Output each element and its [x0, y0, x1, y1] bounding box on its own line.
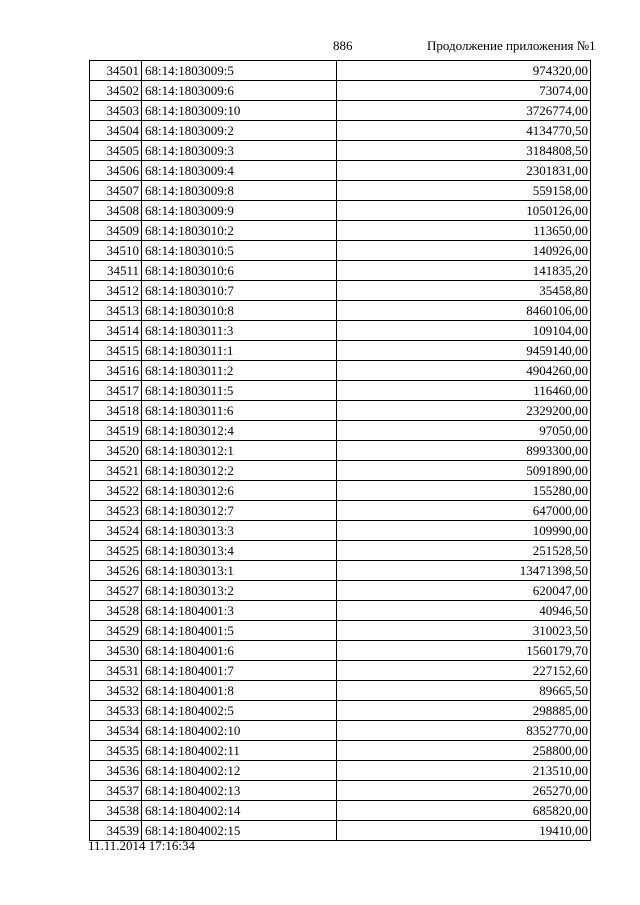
- table-row: [90, 561, 591, 581]
- cadastral-number: 68:14:1803011:5: [142, 381, 337, 401]
- cadastral-value: 4904260,00: [337, 361, 591, 381]
- cadastral-value: 97050,00: [337, 421, 591, 441]
- table-row: [90, 401, 591, 421]
- cadastral-number: 68:14:1803010:2: [142, 221, 337, 241]
- cadastral-number: 68:14:1804002:12: [142, 761, 337, 781]
- table-row: [90, 341, 591, 361]
- cadastral-value: 40946,50: [337, 601, 591, 621]
- cadastral-value: 213510,00: [337, 761, 591, 781]
- cadastral-value: 685820,00: [337, 801, 591, 821]
- cadastral-value: 2301831,00: [337, 161, 591, 181]
- cadastral-number: 68:14:1803011:3: [142, 321, 337, 341]
- cadastral-number: 68:14:1803009:10: [142, 101, 337, 121]
- cadastral-number: 68:14:1804002:13: [142, 781, 337, 801]
- cadastral-number: 68:14:1803013:1: [142, 561, 337, 581]
- table-row: [90, 201, 591, 221]
- cadastral-value: 113650,00: [337, 221, 591, 241]
- cadastral-number: 68:14:1804001:8: [142, 681, 337, 701]
- table-row: [90, 261, 591, 281]
- row-number: 34534: [90, 721, 142, 741]
- cadastral-value: 4134770,50: [337, 121, 591, 141]
- table-row: [90, 141, 591, 161]
- cadastral-value: 3184808,50: [337, 141, 591, 161]
- table-row: [90, 81, 591, 101]
- page-number: 886: [333, 38, 353, 53]
- table-row: [90, 601, 591, 621]
- table-row: [90, 781, 591, 801]
- cadastral-number: 68:14:1803013:3: [142, 521, 337, 541]
- cadastral-value: 559158,00: [337, 181, 591, 201]
- cadastral-value: 155280,00: [337, 481, 591, 501]
- cadastral-number: 68:14:1803009:4: [142, 161, 337, 181]
- cadastral-value: 227152,60: [337, 661, 591, 681]
- cadastral-value: 647000,00: [337, 501, 591, 521]
- table-row: [90, 641, 591, 661]
- table-row: [90, 321, 591, 341]
- row-number: 34510: [90, 241, 142, 261]
- row-number: 34511: [90, 261, 142, 281]
- cadastral-number: 68:14:1803013:4: [142, 541, 337, 561]
- cadastral-number: 68:14:1803012:4: [142, 421, 337, 441]
- cadastral-number: 68:14:1803009:5: [142, 61, 337, 81]
- cadastral-number: 68:14:1803013:2: [142, 581, 337, 601]
- cadastral-number: 68:14:1803011:6: [142, 401, 337, 421]
- cadastral-number: 68:14:1803010:8: [142, 301, 337, 321]
- cadastral-value: 13471398,50: [337, 561, 591, 581]
- row-number: 34504: [90, 121, 142, 141]
- row-number: 34507: [90, 181, 142, 201]
- cadastral-number: 68:14:1803009:2: [142, 121, 337, 141]
- table-row: [90, 61, 591, 81]
- cadastral-number: 68:14:1803012:2: [142, 461, 337, 481]
- cadastral-value: 8460106,00: [337, 301, 591, 321]
- cadastral-number: 68:14:1803010:5: [142, 241, 337, 261]
- cadastral-value: 974320,00: [337, 61, 591, 81]
- table-body: [90, 61, 591, 841]
- cadastral-value: 19410,00: [337, 821, 591, 841]
- cadastral-value: 9459140,00: [337, 341, 591, 361]
- table-row: [90, 241, 591, 261]
- row-number: 34525: [90, 541, 142, 561]
- table-row: [90, 121, 591, 141]
- cadastral-value: 140926,00: [337, 241, 591, 261]
- cadastral-value: 1050126,00: [337, 201, 591, 221]
- cadastral-value: 298885,00: [337, 701, 591, 721]
- cadastral-number: 68:14:1803009:3: [142, 141, 337, 161]
- cadastral-value: 3726774,00: [337, 101, 591, 121]
- table-row: [90, 381, 591, 401]
- cadastral-value: 251528,50: [337, 541, 591, 561]
- cadastral-number: 68:14:1804001:7: [142, 661, 337, 681]
- row-number: 34524: [90, 521, 142, 541]
- table-row: [90, 741, 591, 761]
- cadastral-number: 68:14:1803010:6: [142, 261, 337, 281]
- cadastral-number: 68:14:1803010:7: [142, 281, 337, 301]
- row-number: 34523: [90, 501, 142, 521]
- cadastral-number: 68:14:1803012:6: [142, 481, 337, 501]
- table-row: [90, 461, 591, 481]
- row-number: 34531: [90, 661, 142, 681]
- table-row: [90, 481, 591, 501]
- row-number: 34501: [90, 61, 142, 81]
- row-number: 34514: [90, 321, 142, 341]
- row-number: 34503: [90, 101, 142, 121]
- row-number: 34521: [90, 461, 142, 481]
- table-row: [90, 721, 591, 741]
- table-row: [90, 501, 591, 521]
- table-row: [90, 441, 591, 461]
- page-header: [0, 38, 640, 58]
- cadastral-value: 35458,80: [337, 281, 591, 301]
- cadastral-number: 68:14:1803011:2: [142, 361, 337, 381]
- table-row: [90, 541, 591, 561]
- row-number: 34508: [90, 201, 142, 221]
- table-row: [90, 801, 591, 821]
- row-number: 34526: [90, 561, 142, 581]
- table-row: [90, 181, 591, 201]
- table-row: [90, 761, 591, 781]
- table-row: [90, 221, 591, 241]
- row-number: 34506: [90, 161, 142, 181]
- table-row: [90, 281, 591, 301]
- table-row: [90, 421, 591, 441]
- row-number: 34522: [90, 481, 142, 501]
- cadastral-number: 68:14:1803012:7: [142, 501, 337, 521]
- cadastral-number: 68:14:1804001:6: [142, 641, 337, 661]
- cadastral-value: 141835,20: [337, 261, 591, 281]
- cadastral-value: 73074,00: [337, 81, 591, 101]
- cadastral-value: 116460,00: [337, 381, 591, 401]
- cadastral-number: 68:14:1803012:1: [142, 441, 337, 461]
- table-row: [90, 661, 591, 681]
- table-row: [90, 521, 591, 541]
- cadastral-value: 258800,00: [337, 741, 591, 761]
- row-number: 34520: [90, 441, 142, 461]
- cadastral-value: 5091890,00: [337, 461, 591, 481]
- cadastral-value: 109990,00: [337, 521, 591, 541]
- footer-timestamp: 11.11.2014 17:16:34: [88, 838, 196, 853]
- cadastral-value-table: [89, 60, 591, 841]
- cadastral-number: 68:14:1803009:6: [142, 81, 337, 101]
- cadastral-value: 8352770,00: [337, 721, 591, 741]
- cadastral-value: 620047,00: [337, 581, 591, 601]
- cadastral-number: 68:14:1804002:10: [142, 721, 337, 741]
- row-number: 34533: [90, 701, 142, 721]
- row-number: 34513: [90, 301, 142, 321]
- row-number: 34509: [90, 221, 142, 241]
- table-row: [90, 621, 591, 641]
- row-number: 34529: [90, 621, 142, 641]
- row-number: 34517: [90, 381, 142, 401]
- table-row: [90, 161, 591, 181]
- row-number: 34536: [90, 761, 142, 781]
- row-number: 34502: [90, 81, 142, 101]
- row-number: 34515: [90, 341, 142, 361]
- table-row: [90, 701, 591, 721]
- row-number: 34516: [90, 361, 142, 381]
- cadastral-value: 2329200,00: [337, 401, 591, 421]
- cadastral-value: 1560179,70: [337, 641, 591, 661]
- row-number: 34532: [90, 681, 142, 701]
- row-number: 34518: [90, 401, 142, 421]
- row-number: 34512: [90, 281, 142, 301]
- appendix-continuation-label: Продолжение приложения №1: [427, 38, 596, 53]
- table-row: [90, 581, 591, 601]
- cadastral-value: 310023,50: [337, 621, 591, 641]
- cadastral-value: 265270,00: [337, 781, 591, 801]
- row-number: 34527: [90, 581, 142, 601]
- cadastral-number: 68:14:1803009:8: [142, 181, 337, 201]
- row-number: 34528: [90, 601, 142, 621]
- row-number: 34539: [90, 821, 142, 841]
- cadastral-value: 89665,50: [337, 681, 591, 701]
- cadastral-number: 68:14:1804002:14: [142, 801, 337, 821]
- cadastral-value: 8993300,00: [337, 441, 591, 461]
- cadastral-value: 109104,00: [337, 321, 591, 341]
- cadastral-number: 68:14:1804002:11: [142, 741, 337, 761]
- row-number: 34538: [90, 801, 142, 821]
- cadastral-number: 68:14:1804002:5: [142, 701, 337, 721]
- table-row: [90, 681, 591, 701]
- row-number: 34505: [90, 141, 142, 161]
- table-row: [90, 301, 591, 321]
- cadastral-number: 68:14:1803011:1: [142, 341, 337, 361]
- row-number: 34535: [90, 741, 142, 761]
- cadastral-number: 68:14:1804001:5: [142, 621, 337, 641]
- row-number: 34537: [90, 781, 142, 801]
- table-row: [90, 101, 591, 121]
- cadastral-number: 68:14:1803009:9: [142, 201, 337, 221]
- cadastral-number: 68:14:1804002:15: [142, 821, 337, 841]
- cadastral-number: 68:14:1804001:3: [142, 601, 337, 621]
- row-number: 34519: [90, 421, 142, 441]
- table-row: [90, 361, 591, 381]
- row-number: 34530: [90, 641, 142, 661]
